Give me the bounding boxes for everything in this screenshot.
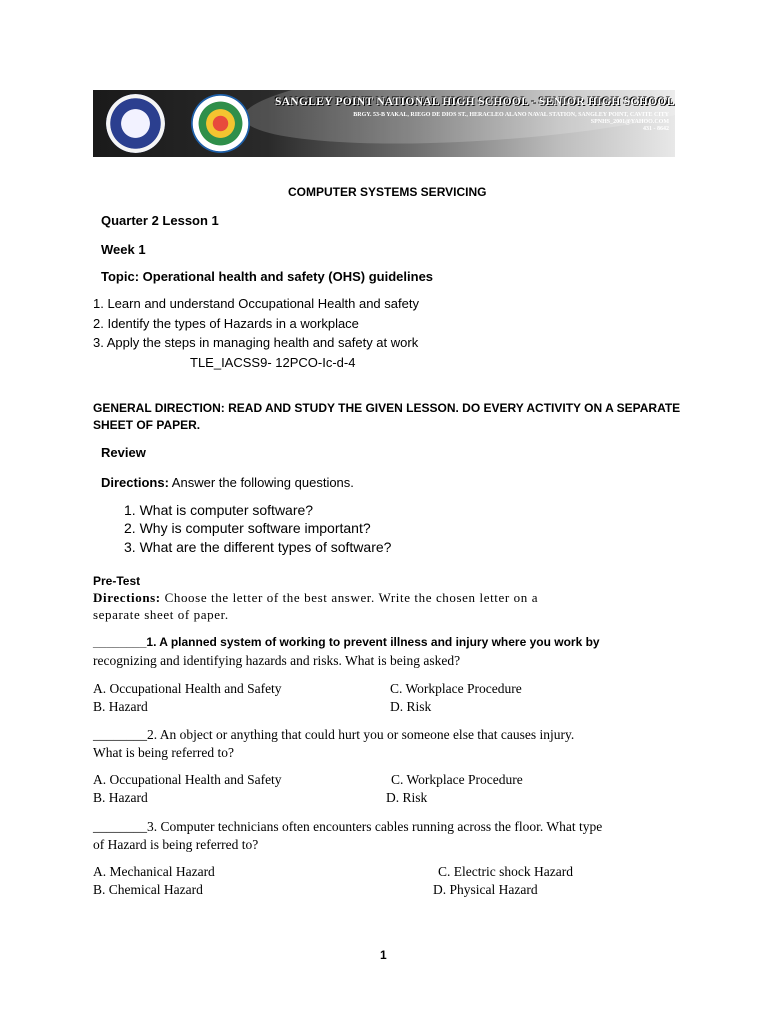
school-email: SPNHS_2001@YAHOO.COM <box>590 119 669 125</box>
review-heading: Review <box>101 445 146 460</box>
week-label: Week 1 <box>101 242 146 257</box>
school-name: SANGLEY POINT NATIONAL HIGH SCHOOL - SENIOR HIGH SCHOOL <box>275 96 675 108</box>
question-1-choice-d: D. Risk <box>390 699 432 714</box>
question-2-choice-b: B. Hazard <box>93 790 148 805</box>
school-address: BRGY. 53-B YAKAL, RIEGO DE DIOS ST., HERACLEO ALANO NAVAL STATION, SANGLEY POINT, CAVITE CITY <box>353 112 669 118</box>
objective-item: 3. Apply the steps in managing health and safety at work <box>93 335 419 350</box>
question-3-text: ________3. Computer technicians often encounters cables running across the floor. What type <box>93 819 603 834</box>
review-question: 3. What are the different types of software? <box>124 539 392 555</box>
question-1-text-cont: recognizing and identifying hazards and risks. What is being asked? <box>93 653 461 668</box>
pretest-heading: Pre-Test <box>93 574 141 588</box>
question-2-choice-d: D. Risk <box>386 790 428 805</box>
review-question: 2. Why is computer software important? <box>124 520 371 536</box>
objective-item: 2. Identify the types of Hazards in a workplace <box>93 316 359 331</box>
question-1-choice-b: B. Hazard <box>93 699 148 714</box>
topic-heading: Topic: Operational health and safety (OHS) guidelines <box>101 269 434 284</box>
question-2-choice-c: C. Workplace Procedure <box>391 772 523 787</box>
page-number: 1 <box>380 948 387 962</box>
pretest-directions-label: Directions: <box>93 590 161 605</box>
review-directions <box>101 475 354 490</box>
pretest-directions-cont: separate sheet of paper. <box>93 607 229 622</box>
question-1-choice-a: A. Occupational Health and Safety <box>93 681 282 696</box>
review-directions-text: Answer the following questions. <box>168 475 354 490</box>
question-1-choice-c: C. Workplace Procedure <box>390 681 522 696</box>
question-3-choice-a: A. Mechanical Hazard <box>93 864 215 879</box>
competency-code: TLE_IACSS9- 12PCO-Ic-d-4 <box>190 355 356 370</box>
question-2-text-cont: What is being referred to? <box>93 745 234 760</box>
question-3-choice-c: C. Electric shock Hazard <box>438 864 573 879</box>
review-question: 1. What is computer software? <box>124 502 314 518</box>
question-2-text: ________2. An object or anything that could hurt you or someone else that causes injury. <box>93 727 575 742</box>
pretest-directions <box>93 590 538 606</box>
school-phone: 431 - 8642 <box>643 126 669 132</box>
pretest-directions-text: Choose the letter of the best answer. Write the chosen letter on a <box>160 590 539 605</box>
general-direction: GENERAL DIRECTION: READ AND STUDY THE GIVEN LESSON. DO EVERY ACTIVITY ON A SEPARATE <box>93 401 681 415</box>
question-3-text-cont: of Hazard is being referred to? <box>93 837 259 852</box>
question-3-choice-d: D. Physical Hazard <box>433 882 538 897</box>
question-3-choice-b: B. Chemical Hazard <box>93 882 203 897</box>
question-2-choice-a: A. Occupational Health and Safety <box>93 772 282 787</box>
question-1-text: ________1. A planned system of working to prevent illness and injury where you work by <box>93 635 600 649</box>
quarter-lesson: Quarter 2 Lesson 1 <box>101 213 219 228</box>
general-direction-cont: SHEET OF PAPER. <box>93 418 201 432</box>
school-seal-logo <box>191 94 250 153</box>
document-title: COMPUTER SYSTEMS SERVICING <box>288 185 487 199</box>
deped-seal-logo <box>106 94 165 153</box>
objective-item: 1. Learn and understand Occupational Health and safety <box>93 296 419 311</box>
review-directions-label: Directions: <box>101 475 169 490</box>
school-header-banner <box>93 90 675 157</box>
